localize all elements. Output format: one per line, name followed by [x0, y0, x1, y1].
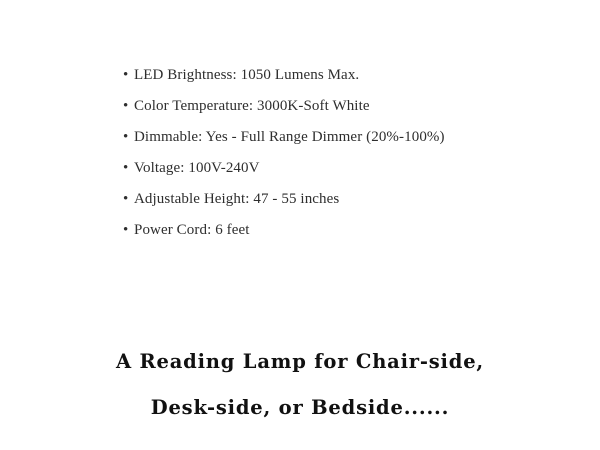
spec-item-color-temperature — [123, 91, 445, 122]
bullet-glyph: • — [123, 222, 129, 238]
spec-text: Color Temperature: 3000K-Soft White — [134, 98, 370, 114]
bullet-glyph: • — [123, 98, 129, 114]
spec-item-power-cord — [123, 215, 445, 246]
spec-text: Power Cord: 6 feet — [134, 222, 250, 238]
spec-text: LED Brightness: 1050 Lumens Max. — [134, 67, 360, 83]
spec-item-dimmable — [123, 122, 445, 153]
spec-text: Voltage: 100V-240V — [134, 160, 260, 176]
spec-text: Adjustable Height: 47 - 55 inches — [134, 191, 340, 207]
spec-item-brightness — [123, 60, 445, 91]
bullet-glyph: • — [123, 67, 129, 83]
headline-line-1: A Reading Lamp for Chair-side, — [116, 350, 484, 373]
bullet-glyph: • — [123, 191, 129, 207]
bullet-glyph: • — [123, 129, 129, 145]
bullet-glyph: • — [123, 160, 129, 176]
spec-text: Dimmable: Yes - Full Range Dimmer (20%-100%) — [134, 129, 445, 145]
spec-item-height — [123, 184, 445, 215]
spec-list — [123, 60, 445, 246]
headline-line-2: Desk-side, or Bedside...... — [150, 396, 450, 419]
spec-item-voltage — [123, 153, 445, 184]
